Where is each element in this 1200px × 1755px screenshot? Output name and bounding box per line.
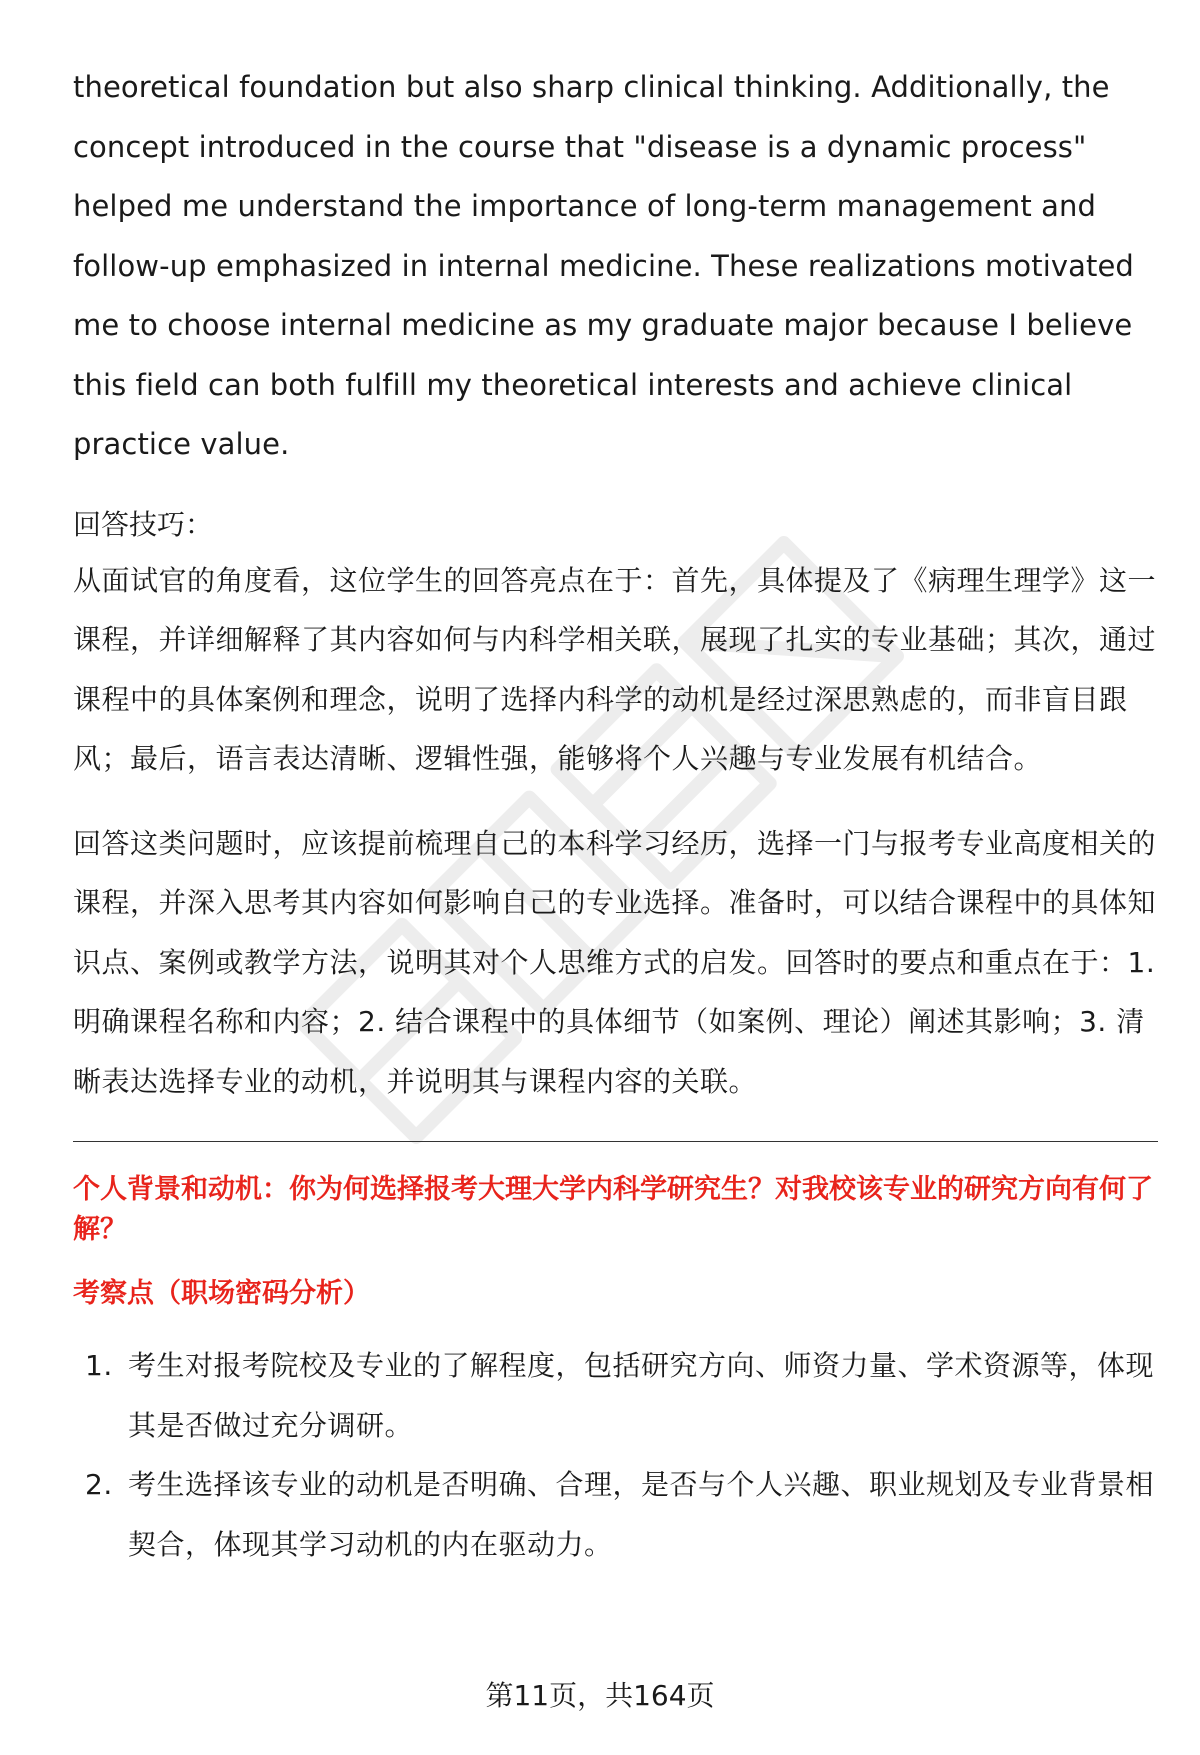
list-item-text: 考生选择该专业的动机是否明确、合理，是否与个人兴趣、职业规划及专业背景相契合，体现其学习动机的内在驱动力。 (128, 1468, 1155, 1561)
tips-label: 回答技巧： (73, 507, 214, 541)
question-title: 个人背景和动机：你为何选择报考大理大学内科学研究生？对我校该专业的研究方向有何了解？ (73, 1174, 1153, 1245)
list-item-text: 考生对报考院校及专业的了解程度，包括研究方向、师资力量、学术资源等，体现其是否做过充分调研。 (128, 1349, 1155, 1442)
assessment-heading: 考察点（职场密码分析） (73, 1278, 370, 1309)
list-item-number: 1. (85, 1349, 113, 1382)
tips-paragraph-1: 从面试官的角度看，这位学生的回答亮点在于：首先，具体提及了《病理生理学》这一课程，并详细解释了其内容如何与内科学相关联，展现了扎实的专业基础；其次，通过课程中的具体案例和理念，说明了选择内科学的动机是经过深思熟虑的，而非盲目跟风；最后，语言表达清晰、逻辑性强，能够将个人兴趣与专业发展有机结合。 (73, 563, 1157, 775)
list-item-number: 2. (85, 1468, 113, 1501)
page-content (73, 58, 1158, 1574)
page-footer: 第11页，共164页 (485, 1679, 715, 1712)
intro-paragraph: theoretical foundation but also sharp clinical thinking. Additionally, the concept introduced in the course that "disease is a dynamic process" helped me understand the importance of long-term management and follow-up emphasized in internal medicine. These realizations motivated me to choose internal medicine as my graduate major because I believe this field can both fulfill my theoretical interests and achieve clinical practice value. (73, 70, 1134, 461)
section-divider (73, 1141, 1158, 1142)
list-item (73, 1336, 1158, 1455)
tips-paragraph-2: 回答这类问题时，应该提前梳理自己的本科学习经历，选择一门与报考专业高度相关的课程，并深入思考其内容如何影响自己的专业选择。准备时，可以结合课程中的具体知识点、案例或教学方法，说明其对个人思维方式的启发。回答时的要点和重点在于：1. 明确课程名称和内容；2. 结合课程中的具体细节（如案例、理论）阐述其影响；3. 清晰表达选择专业的动机，并说明其与课程内容的关联。 (73, 826, 1157, 1098)
list-item (73, 1455, 1158, 1574)
assessment-points-list (73, 1336, 1158, 1574)
